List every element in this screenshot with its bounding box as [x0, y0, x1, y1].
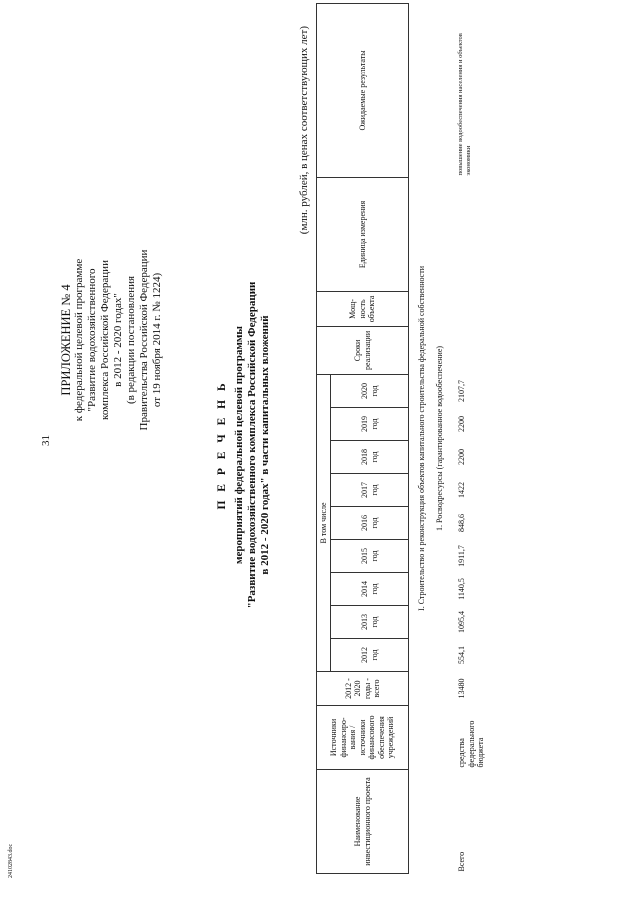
header-project-name: Наименование инвестиционного проекта — [317, 770, 409, 874]
appendix-title: ПРИЛОЖЕНИЕ № 4 — [59, 284, 73, 396]
row-total: 13480 — [457, 678, 466, 699]
page-number: 31 — [40, 435, 52, 446]
row-name: Всего — [457, 851, 466, 872]
appendix-line: комплекса Российской Федерации — [99, 260, 111, 420]
header-year: 2012 год — [331, 639, 409, 672]
row-value: 2107,7 — [457, 379, 466, 402]
heading-line: в 2012 - 2020 годах" в части капитальных вложений — [259, 315, 271, 575]
header-period: Сроки реализации — [317, 326, 409, 374]
header-year: 2020 год — [331, 374, 409, 407]
header-year: 2017 год — [331, 474, 409, 507]
row-source: средства федерального бюджета — [457, 720, 485, 768]
appendix-line: к федеральной целевой программе — [73, 258, 85, 422]
appendix-line: от 19 ноября 2014 г. № 1224) — [151, 272, 163, 408]
investment-table — [316, 3, 487, 874]
document-file-name: 24102843.doc — [8, 843, 14, 878]
header-year: 2019 год — [331, 408, 409, 441]
header-year: 2016 год — [331, 507, 409, 540]
header-results: Ожидаемые результаты — [317, 3, 409, 177]
subsection-title: 1. Росводресурсы (гарантированное водообеспечение) — [434, 345, 444, 531]
header-year: 2015 год — [331, 540, 409, 573]
header-year: 2014 год — [331, 573, 409, 606]
units-note: (млн. рублей, в ценах соответствующих лет) — [298, 26, 310, 235]
header-unit: Единица измерения — [317, 177, 409, 291]
header-in-that: В том числе — [317, 374, 331, 671]
appendix-line: в 2012 - 2020 годах" — [112, 293, 124, 387]
heading-line: "Развитие водохозяйственного комплекса Российской Федерации — [246, 281, 258, 609]
row-value: 1911,7 — [457, 545, 466, 567]
section-title: I. Строительство и реконструкция объектов капитального строительства федеральной собственности — [417, 265, 426, 611]
row-value: 848,6 — [457, 514, 466, 532]
row-unit — [456, 177, 487, 291]
header-funding-source: Источники финансиро-вания / источники финансового обеспечения учреждений — [317, 706, 409, 770]
appendix-line: "Развитие водохозяйственного — [86, 268, 98, 412]
row-period — [456, 326, 487, 374]
header-year: 2013 год — [331, 606, 409, 639]
row-capacity — [456, 291, 487, 326]
heading-line: мероприятий федеральной целевой программы — [233, 326, 245, 564]
row-value: 1140,5 — [457, 578, 466, 600]
row-results: повышение водообеспечения населения и объектов экономики — [457, 33, 472, 176]
appendix-line: Правительства Российской Федерации — [138, 249, 150, 431]
header-year: 2018 год — [331, 441, 409, 474]
document-heading — [216, 0, 272, 890]
header-capacity: Мощ-ность объекта — [317, 291, 409, 326]
heading-title: П Е Р Е Ч Е Н Ь — [216, 380, 228, 510]
row-value: 1095,4 — [457, 611, 466, 633]
row-value: 2200 — [457, 416, 466, 432]
appendix-line: (в редакции постановления — [125, 275, 137, 405]
header-total: 2012 - 2020 годы - всего — [317, 672, 409, 706]
row-value: 1422 — [457, 482, 466, 498]
row-value: 554,1 — [457, 646, 466, 664]
table-row — [456, 3, 487, 873]
appendix-block — [60, 160, 164, 520]
row-value: 2200 — [457, 449, 466, 465]
